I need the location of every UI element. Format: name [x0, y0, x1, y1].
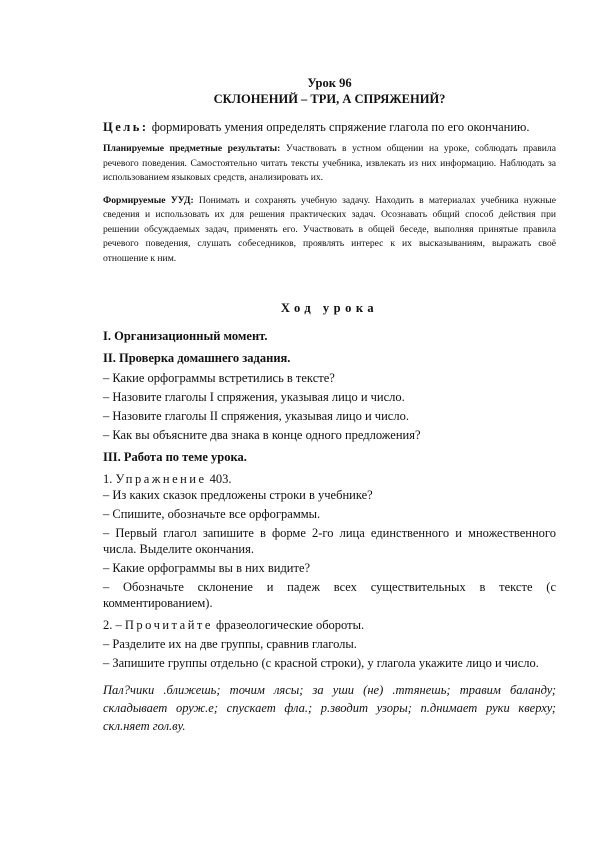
exercise-2-word: Прочитайте: [124, 618, 213, 632]
uud-text: Понимать и сохранять учебную задачу. Находить в материалах учебника нужные сведения и использовать их для решения практических задач. Осознавать общий способ действия при решении обсуждаемых задач, применять его. Участвовать в общей беседе, выполняя принятые правила речевого поведения, слушать собеседников, проявлять интерес к их высказываниям, выражать своё отношение к ним.: [103, 194, 556, 264]
exercise-1-prefix: 1.: [103, 472, 116, 486]
exercise-1-question-3: – Первый глагол запишите в форме 2-го лица единственного и множественного числа. Выделите окончания.: [103, 526, 556, 556]
planned-results-text: Участвовать в устном общении на уроке, соблюдать правила речевого поведения. Самостоятельно читать тексты учебника, извлекать из них информацию. Наблюдать за использованием языковых средств, анализировать их.: [103, 143, 556, 183]
goal-text: формировать умения определять спряжение глагола по его окончанию.: [148, 120, 530, 134]
planned-results-label: Планируемые предметные результаты:: [103, 143, 281, 154]
exercise-2-heading: [103, 617, 556, 633]
document-body: [103, 75, 556, 735]
section-lesson-work: III. Работа по теме урока.: [103, 450, 247, 464]
uud-label: Формируемые УУД:: [103, 194, 194, 206]
lesson-number: Урок 96: [307, 76, 352, 90]
exercise-1-heading: [103, 471, 556, 487]
exercise-1-word: Упражнение: [115, 472, 207, 486]
phraseology-list: Пал?чики .ближешь; точим лясы; за уши (не) .ттянешь; травим баланду; складывает оруж.е; спускает фла.; р.зводит узоры; п.днимает руки кверху; скл.няет гол.ву.: [103, 683, 556, 733]
exercise-1-question-2: – Спишите, обозначьте все орфограммы.: [103, 507, 321, 521]
course-title: Ход урока: [280, 301, 379, 315]
homework-question-1: – Какие орфограммы встретились в тексте?: [103, 371, 335, 385]
planned-results: [103, 142, 556, 186]
uud-paragraph: [103, 194, 556, 267]
exercise-2-question-1: – Разделите их на две группы, сравнив глаголы.: [103, 637, 357, 651]
exercise-1-question-1: – Из каких сказок предложены строки в учебнике?: [103, 488, 373, 502]
exercise-1-number: 403.: [206, 472, 232, 486]
goal-label: Цель:: [103, 120, 149, 134]
lesson-goal: [103, 119, 556, 135]
homework-question-3: – Назовите глаголы II спряжения, указывая лицо и число.: [103, 409, 409, 423]
exercise-2-prefix: 2. –: [103, 618, 125, 632]
exercise-1-question-5: – Обозначьте склонение и падеж всех существительных в тексте (с комментированием).: [103, 580, 556, 610]
homework-question-2: – Назовите глаголы I спряжения, указывая лицо и число.: [103, 390, 405, 404]
section-organizational: I. Организационный момент.: [103, 329, 268, 343]
homework-question-4: – Как вы объясните два знака в конце одного предложения?: [103, 428, 421, 442]
exercise-1-question-4: – Какие орфограммы вы в них видите?: [103, 561, 311, 575]
exercise-2-question-2: – Запишите группы отдельно (с красной строки), у глагола укажите лицо и число.: [103, 656, 539, 670]
section-homework-check: II. Проверка домашнего задания.: [103, 351, 291, 365]
exercise-2-text: фразеологические обороты.: [212, 618, 365, 632]
lesson-topic: СКЛОНЕНИЙ – ТРИ, А СПРЯЖЕНИЙ?: [213, 92, 446, 106]
